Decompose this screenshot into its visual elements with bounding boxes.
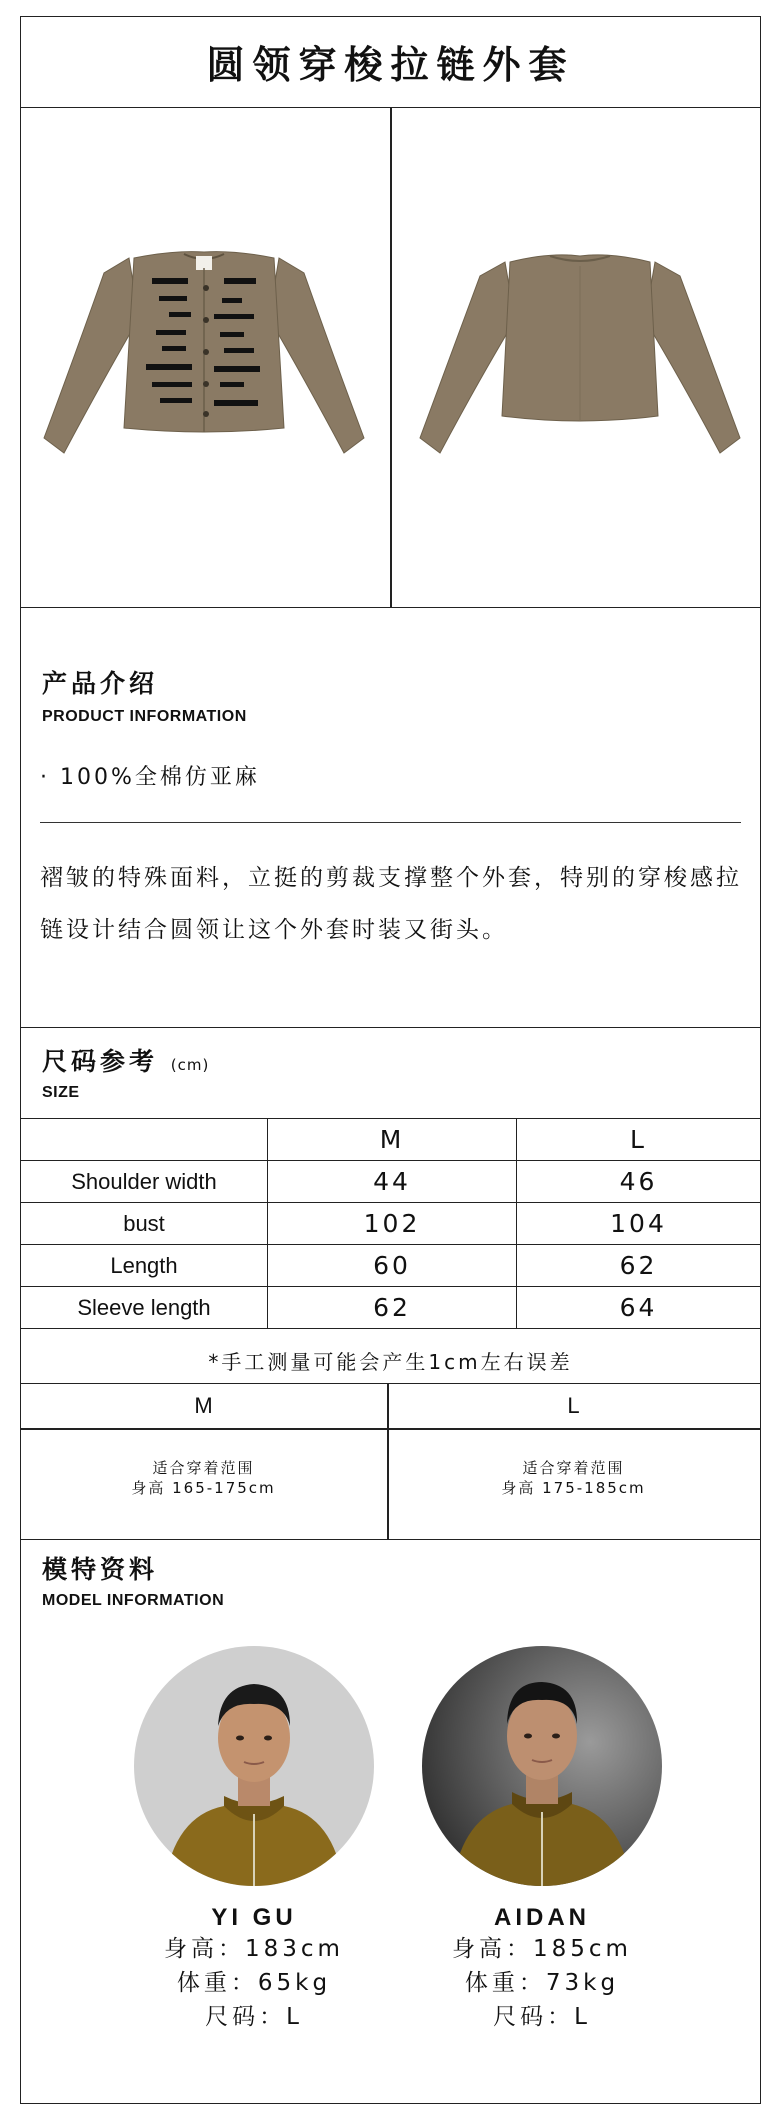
fit-range-section	[20, 1384, 761, 1540]
table-header-cell	[21, 1119, 268, 1161]
row-label: bust	[21, 1203, 268, 1245]
measurement-note: *手工测量可能会产生1cm左右误差	[20, 1340, 761, 1384]
table-row	[21, 1161, 761, 1203]
model-card-yi-gu	[134, 1646, 374, 2034]
jacket-back-image	[410, 248, 750, 468]
value-cell: 102	[268, 1203, 517, 1245]
model-heading-en: MODEL INFORMATION	[42, 1592, 225, 1609]
product-photos	[20, 108, 761, 608]
model-weight: 体重：65kg	[176, 1970, 332, 1996]
model-avatar	[134, 1646, 374, 1886]
row-label: Length	[21, 1245, 268, 1287]
fit-range-m	[20, 1458, 387, 1498]
value-cell: 44	[268, 1161, 517, 1203]
fit-height: 身高 165-175cm	[131, 1479, 276, 1497]
table-row	[21, 1203, 761, 1245]
size-heading-cn: 尺码参考	[42, 1047, 159, 1076]
value-cell: 104	[517, 1203, 761, 1245]
model-avatar	[422, 1646, 662, 1886]
intro-heading-en: PRODUCT INFORMATION	[42, 708, 247, 725]
model-size: 尺码：L	[205, 2004, 303, 2030]
fit-label: 适合穿着范围	[152, 1459, 255, 1477]
table-header-cell: M	[268, 1119, 517, 1161]
model-size: 尺码：L	[493, 2004, 591, 2030]
row-label: Sleeve length	[21, 1287, 268, 1329]
intro-divider	[40, 822, 741, 823]
intro-heading-cn: 产品介绍	[42, 669, 159, 698]
fit-size-l: L	[567, 1393, 580, 1418]
value-cell: 46	[517, 1161, 761, 1203]
fit-size-m: M	[194, 1393, 213, 1418]
fit-range-l	[390, 1458, 757, 1498]
size-heading-en: SIZE	[42, 1084, 80, 1101]
fit-divider-vertical	[387, 1384, 389, 1540]
table-header-cell: L	[517, 1119, 761, 1161]
model-height: 身高：183cm	[164, 1936, 344, 1962]
jacket-front-image	[34, 248, 374, 468]
page-title: 圆领穿梭拉链外套	[20, 16, 761, 108]
product-description: 褶皱的特殊面料，立挺的剪裁支撑整个外套，特别的穿梭感拉链设计结合圆领让这个外套时装又街头。	[40, 865, 742, 943]
model-height: 身高：185cm	[452, 1936, 632, 1962]
table-header-row	[21, 1119, 761, 1161]
fit-divider-horizontal	[20, 1428, 761, 1430]
value-cell: 62	[268, 1287, 517, 1329]
model-weight: 体重：73kg	[464, 1970, 620, 1996]
model-name: YI GU	[211, 1904, 297, 1931]
table-row	[21, 1245, 761, 1287]
size-heading	[42, 1042, 209, 1078]
value-cell: 64	[517, 1287, 761, 1329]
size-table	[20, 1118, 761, 1329]
fit-height: 身高 175-185cm	[501, 1479, 646, 1497]
value-cell: 62	[517, 1245, 761, 1287]
model-heading-cn: 模特资料	[42, 1555, 159, 1584]
material-text: · 100%全棉仿亚麻	[40, 765, 260, 790]
size-unit: (cm)	[170, 1056, 210, 1074]
value-cell: 60	[268, 1245, 517, 1287]
photo-divider	[390, 108, 392, 608]
table-row	[21, 1287, 761, 1329]
model-name: AIDAN	[494, 1904, 590, 1931]
row-label: Shoulder width	[21, 1161, 268, 1203]
fit-label: 适合穿着范围	[522, 1459, 625, 1477]
model-card-aidan	[422, 1646, 662, 2034]
